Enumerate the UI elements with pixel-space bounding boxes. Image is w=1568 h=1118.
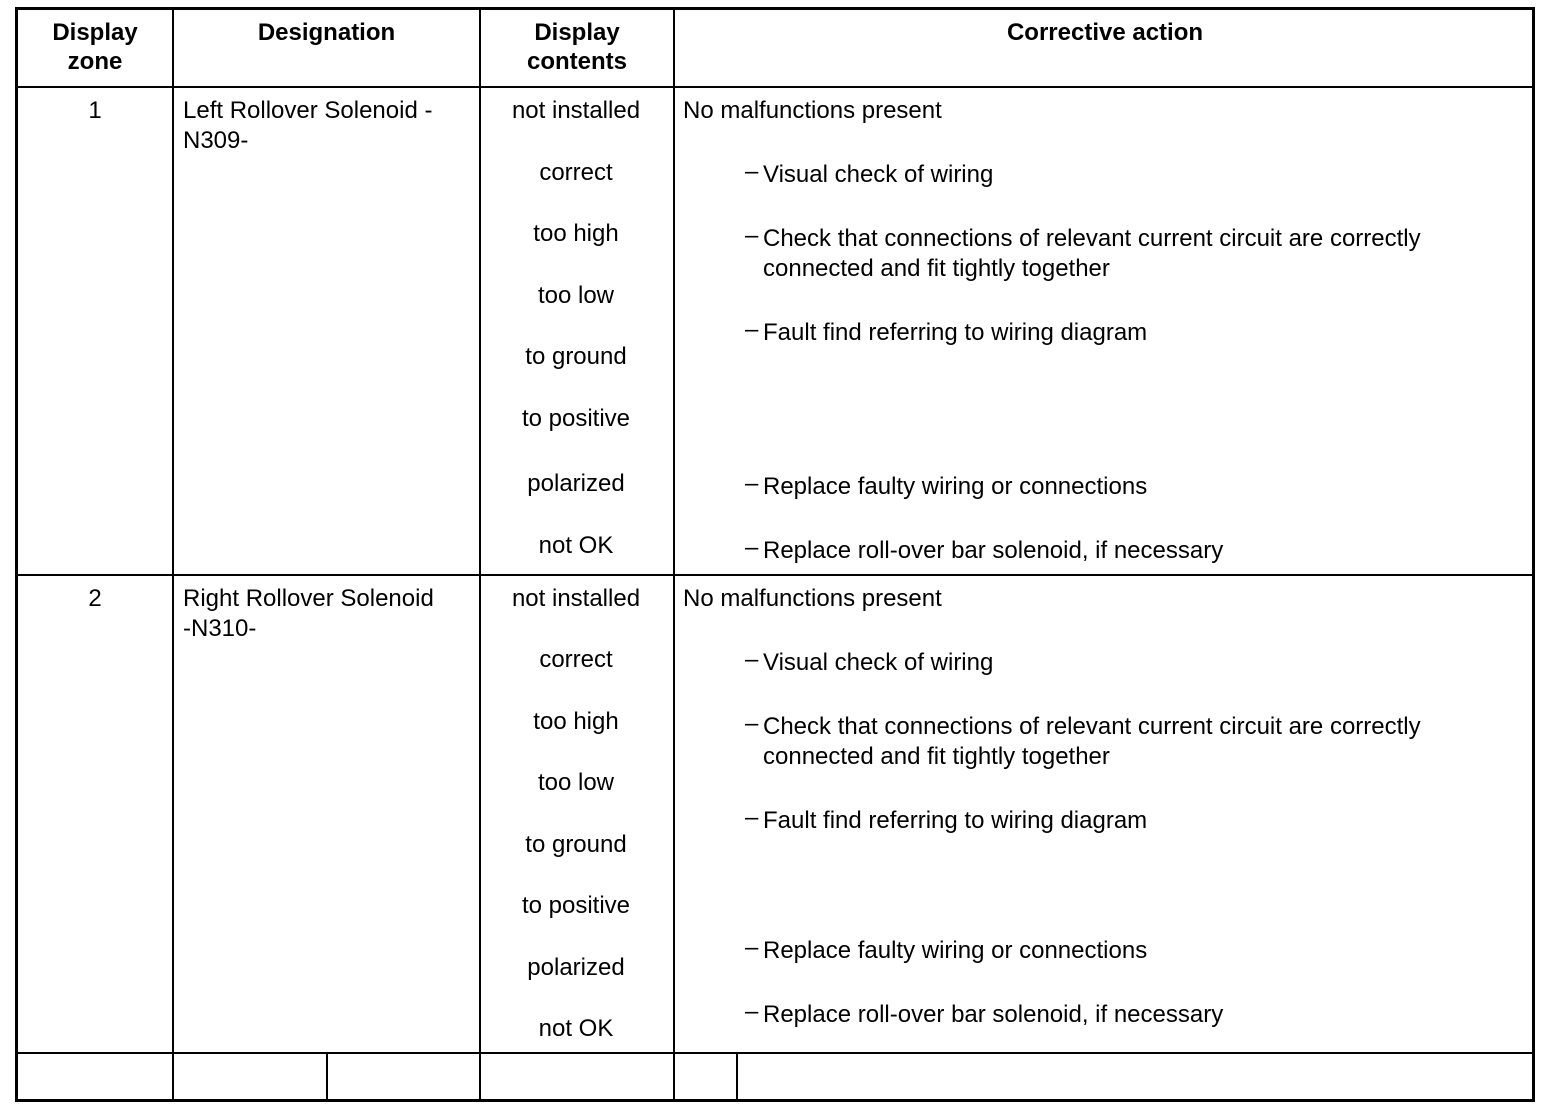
row1-content-not-installed: not installed [511,97,641,124]
row1-content-too-low: too low [537,282,615,309]
row2-content-not-ok: not OK [538,1015,614,1042]
row1-content-to-positive: to positive [521,405,631,432]
dash-bullet: – [745,804,759,831]
row1-designation: Left Rollover Solenoid - N309- [183,97,433,154]
header-display-contents: Display contents [526,19,627,75]
dash-bullet: – [745,998,759,1025]
action-text: Replace faulty wiring or connections [763,473,1148,500]
diagnostic-table [15,7,1535,1102]
row2-action-replace-solenoid [745,998,1523,1030]
dash-bullet: – [745,316,759,343]
row2-action-fault-find [745,804,1523,836]
row1-content-polarized: polarized [527,470,625,497]
dash-bullet: – [745,534,759,561]
action-text: Visual check of wiring [763,161,994,188]
dash-bullet: – [745,158,759,185]
row1-bottom-line [18,574,1532,576]
action-text: Replace roll-over bar solenoid, if necessary [763,1001,1224,1028]
row1-content-not-ok: not OK [538,532,614,559]
col-divider-3 [673,10,675,1102]
col-divider-1 [172,10,174,1102]
action-text: Replace faulty wiring or connections [763,937,1148,964]
dash-bullet: – [745,710,759,737]
header-display-zone: Display zone [52,19,138,75]
row1-action-replace-solenoid [745,534,1523,566]
row2-bottom-line [18,1052,1532,1054]
row1-action-fault-find [745,316,1523,348]
row2-designation: Right Rollover Solenoid -N310- [183,585,434,642]
row1-content-too-high: too high [533,220,619,247]
row1-action-intro: No malfunctions present [683,97,942,124]
dash-bullet: – [745,470,759,497]
action-text: Check that connections of relevant current circuit are correctly connected and fit tightly together [763,225,1421,282]
row2-content-too-low: too low [537,769,615,796]
bottom-row-divider-a [326,1052,328,1102]
action-text: Replace roll-over bar solenoid, if necessary [763,537,1224,564]
row1-action-visual-check [745,158,1523,190]
action-text: Visual check of wiring [763,649,994,676]
row1-action-check-connections [745,222,1523,284]
action-text: Fault find referring to wiring diagram [763,807,1148,834]
action-text: Check that connections of relevant current circuit are correctly connected and fit tightly together [763,713,1421,770]
row1-action-replace-wiring [745,470,1523,502]
row2-content-to-positive: to positive [521,892,631,919]
row1-content-to-ground: to ground [525,343,627,370]
row1-zone: 1 [88,97,102,124]
bottom-row-divider-b [736,1052,738,1102]
row2-content-not-installed: not installed [511,585,641,612]
row2-action-replace-wiring [745,934,1523,966]
row2-zone: 2 [88,585,102,612]
dash-bullet: – [745,646,759,673]
dash-bullet: – [745,934,759,961]
row2-action-visual-check [745,646,1523,678]
header-corrective-action: Corrective action [1006,19,1204,46]
dash-bullet: – [745,222,759,249]
row2-content-too-high: too high [533,708,619,735]
row2-content-to-ground: to ground [525,831,627,858]
row2-action-check-connections [745,710,1523,772]
row2-content-polarized: polarized [527,954,625,981]
row2-content-correct: correct [539,646,613,673]
row1-content-correct: correct [539,159,613,186]
row2-action-intro: No malfunctions present [683,585,942,612]
header-designation: Designation [257,19,396,46]
action-text: Fault find referring to wiring diagram [763,319,1148,346]
header-bottom-line [18,86,1532,88]
